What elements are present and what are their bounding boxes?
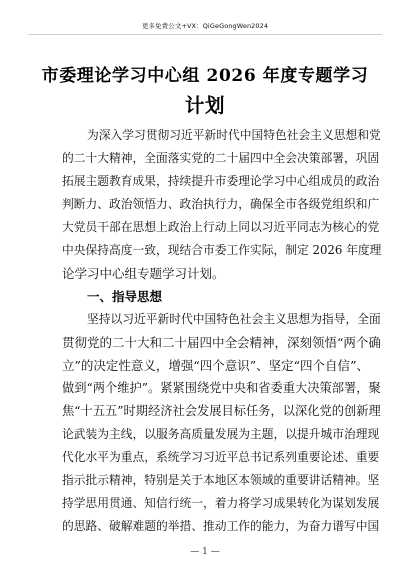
section-paragraph-line: 持学思用贯通、知信行统一，着力将学习成果转化为谋划发展 [62, 496, 380, 510]
title-line: 市委理论学习中心组 2026 年度专题学习 [41, 66, 369, 86]
intro-paragraph-line: 拓展主题教育成果，持续提升市委理论学习中心组成员的政治 [62, 174, 380, 188]
section-paragraph-line: 指示批示精神，特别是关于本地区本领域的重要讲话精神。坚 [62, 473, 380, 487]
section-heading: 一、指导思想 [87, 289, 163, 304]
section-paragraph-line: 的思路、破解难题的举措、推动工作的能力，为奋力谱写中国 [62, 519, 380, 533]
section-paragraph-line: 贯彻党的二十大和二十届四中全会精神，深刻领悟“两个确 [62, 335, 381, 350]
intro-paragraph-line: 的二十大精神，全面落实党的二十届四中全会决策部署，巩固 [62, 151, 380, 165]
title-line: 计划 [184, 94, 226, 117]
section-paragraph-line: 论武装为主线，以服务高质量发展为主题，以提升城市治理现 [62, 427, 380, 441]
section-paragraph-line: 坚持以习近平新时代中国特色社会主义思想为指导，全面 [87, 312, 381, 326]
intro-paragraph-line: 为深入学习贯彻习近平新时代中国特色社会主义思想和党 [87, 128, 381, 142]
document-title [40, 62, 370, 120]
intro-paragraph-line: 论学习中心组专题学习计划。 [62, 266, 225, 281]
section-paragraph-line: 代化水平为重点，系统学习习近平总书记系列重要论述、重要 [62, 450, 380, 464]
header-divider [28, 34, 382, 35]
intro-paragraph-line: 大党员干部在思想上政治上行动上同以习近平同志为核心的党 [62, 220, 380, 234]
intro-paragraph-line: 判断力、政治领悟力、政治执行力，确保全市各级党组织和广 [62, 197, 380, 211]
header-note: 更多免费公文+VX：QiGeGongWen2024 [141, 22, 269, 30]
section-paragraph-line: 做到“两个维护”。紧紧围绕党中央和省委重大决策部署，聚 [62, 381, 381, 395]
intro-paragraph-line: 中央保持高度一致，现结合市委工作实际，制定 2026 年度理 [62, 243, 382, 257]
section-paragraph-line: 立”的决定性意义，增强“四个意识”、坚定“四个自信”、 [62, 358, 369, 373]
page-number: — 1 — [190, 547, 220, 557]
section-paragraph-line: 焦“十五五”时期经济社会发展目标任务，以深化党的创新理 [62, 404, 381, 418]
